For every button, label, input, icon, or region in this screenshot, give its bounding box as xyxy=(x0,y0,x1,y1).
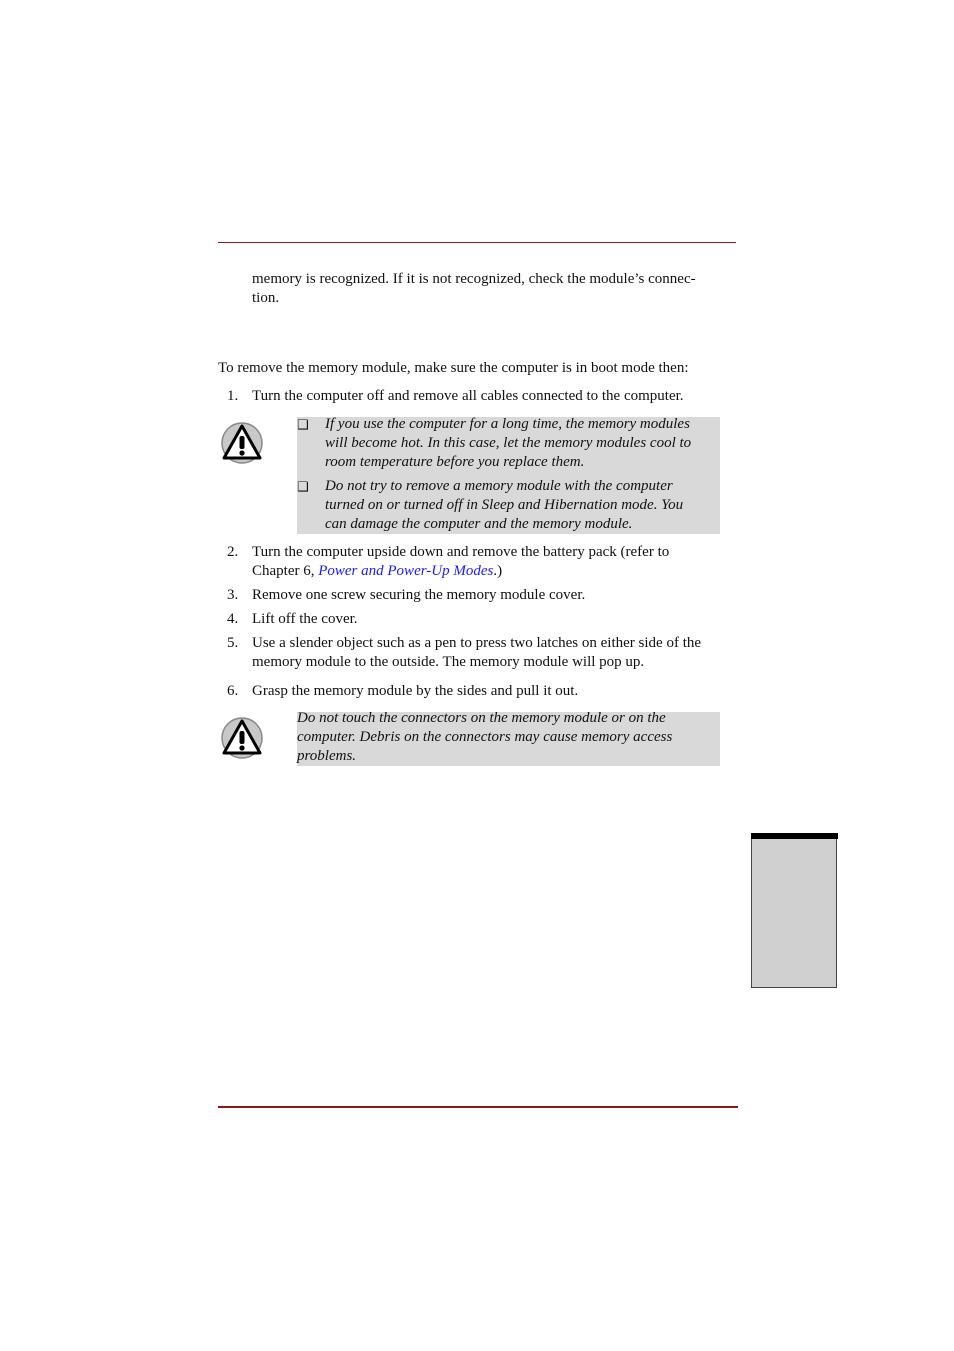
header-rule xyxy=(218,242,736,243)
step-text-line-2 xyxy=(252,562,502,581)
step-text: Lift off the cover. xyxy=(252,611,358,627)
caution-2-line-3: problems. xyxy=(297,748,357,764)
step-text-line-1: Use a slender object such as a pen to press two latches on either side of the xyxy=(252,635,702,651)
chapter-link[interactable]: Power and Power-Up Modes xyxy=(318,563,494,579)
intro-line-2: tion. xyxy=(252,290,280,306)
step-number: 6. xyxy=(227,683,239,699)
step-number: 5. xyxy=(227,635,239,651)
warning-icon xyxy=(220,421,264,465)
step-text-line-1: Turn the computer upside down and remove the battery pack (refer to xyxy=(252,544,670,560)
step-text: Turn the computer off and remove all cables connected to the computer. xyxy=(252,388,684,404)
intro-line-1: memory is recognized. If it is not recognized, check the module’s connec- xyxy=(252,271,696,287)
step-number: 2. xyxy=(227,544,239,560)
caution-1-item-2-line-1: Do not try to remove a memory module with the computer xyxy=(325,478,673,494)
caution-note-2 xyxy=(297,712,720,766)
step-text: Remove one screw securing the memory module cover. xyxy=(252,587,586,603)
step-number: 3. xyxy=(227,587,239,603)
caution-1-item-1-line-2: will become hot. In this case, let the memory modules cool to xyxy=(325,435,692,451)
caution-2-line-1: Do not touch the connectors on the memory module or on the xyxy=(297,710,666,726)
footer-rule xyxy=(218,1106,738,1108)
caution-1-item-1-line-3: room temperature before you replace them. xyxy=(325,454,585,470)
checkbox-bullet-icon: ❑ xyxy=(297,418,309,433)
step-text-suffix: .) xyxy=(493,563,503,579)
chapter-side-tab xyxy=(751,833,837,988)
step-number: 4. xyxy=(227,611,239,627)
caution-1-item-2-line-2: turned on or turned off in Sleep and Hibernation mode. You xyxy=(325,497,684,513)
step-text-prefix: Chapter 6, xyxy=(252,563,319,579)
caution-note-1 xyxy=(297,417,720,534)
step-text-line-2: memory module to the outside. The memory module will pop up. xyxy=(252,654,645,670)
step-number: 1. xyxy=(227,388,239,404)
caution-1-item-1-line-1: If you use the computer for a long time, the memory modules xyxy=(325,416,690,432)
chapter-side-tab-bar xyxy=(751,833,838,839)
removal-intro: To remove the memory module, make sure the computer is in boot mode then: xyxy=(218,360,689,376)
caution-1-item-2-line-3: can damage the computer and the memory module. xyxy=(325,516,633,532)
warning-icon xyxy=(220,716,264,760)
step-text: Grasp the memory module by the sides and pull it out. xyxy=(252,683,579,699)
caution-2-line-2: computer. Debris on the connectors may cause memory access xyxy=(297,729,673,745)
checkbox-bullet-icon: ❑ xyxy=(297,480,309,495)
